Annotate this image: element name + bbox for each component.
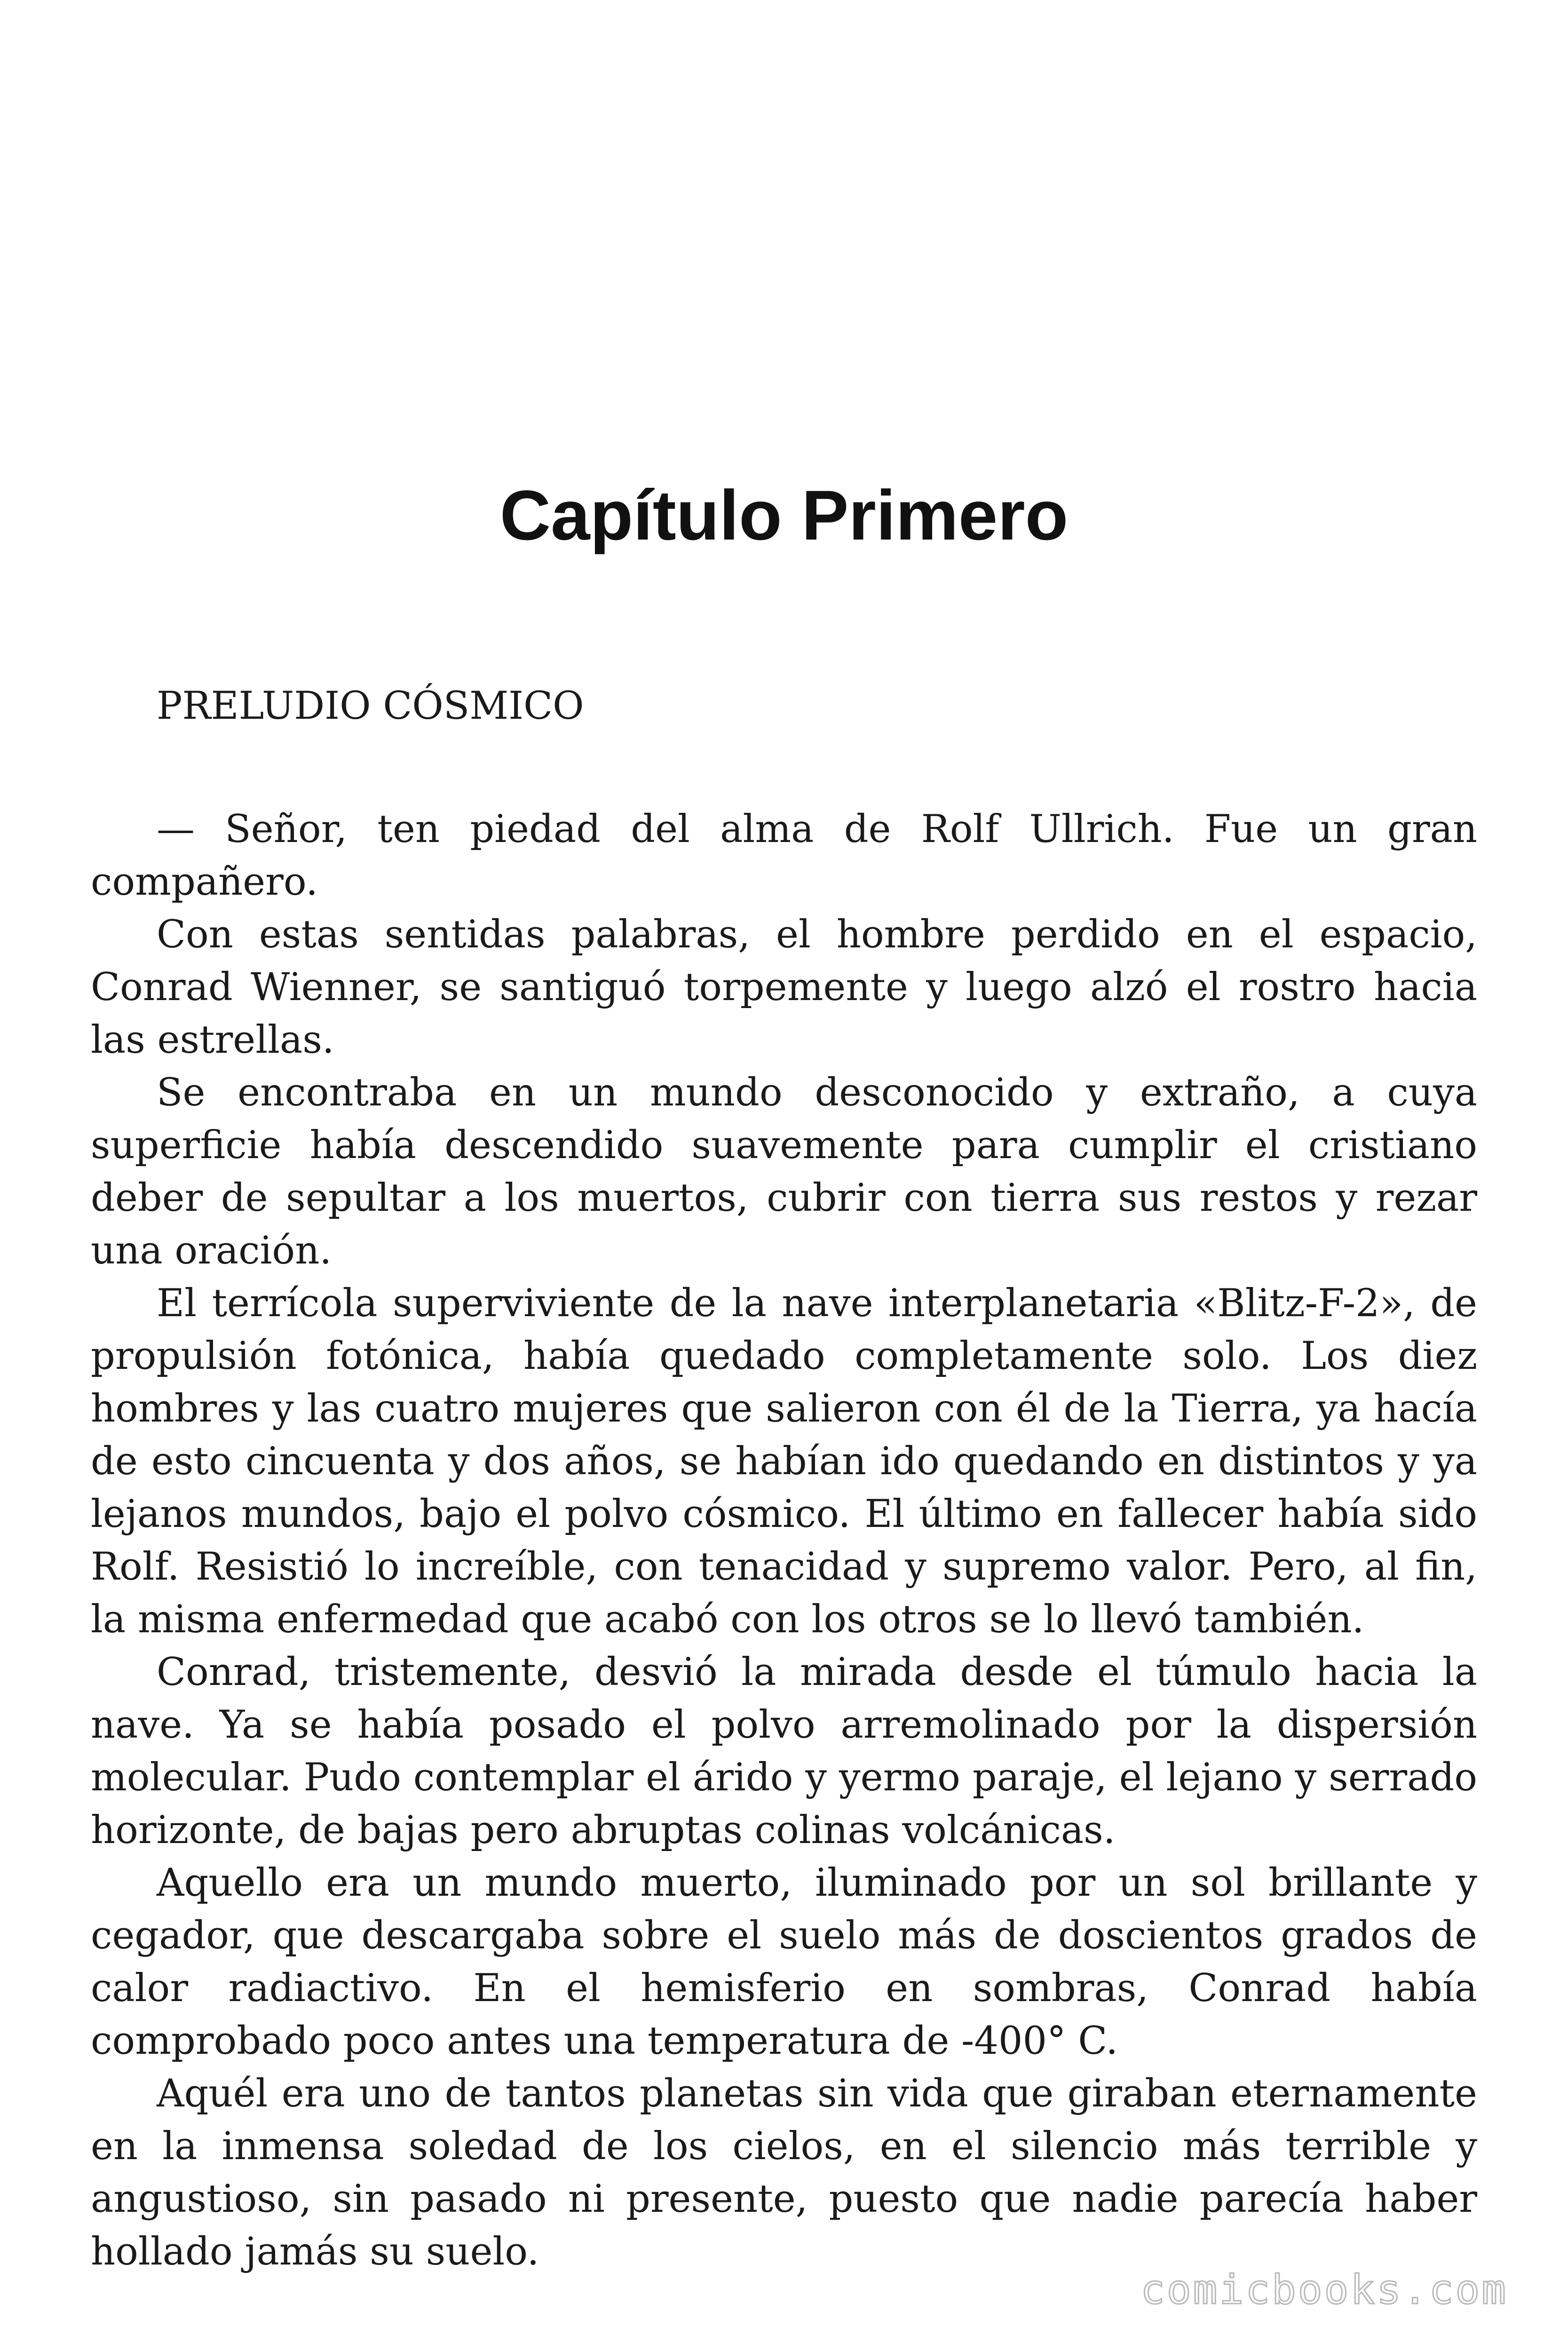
paragraph: Aquello era un mundo muerto, iluminado por un sol brillante y cegador, que descargaba sobre el suelo más de doscientos grados de calor radiactivo. En el hemisferio en sombras, Conrad había comprobado poco antes una temperatura de -400° C. <box>91 1861 1477 2063</box>
watermark: comicbooks.com <box>1140 2266 1508 2313</box>
section-heading: PRELUDIO CÓSMICO <box>157 684 584 728</box>
paragraph: Conrad, tristemente, desvió la mirada desde el túmulo hacia la nave. Ya se había posado el polvo arremolinado por la dispersión molecular. Pudo contemplar el árido y yermo paraje, el lejano y serrado horizonte, de bajas pero abruptas colinas volcánicas. <box>91 1650 1477 1852</box>
paragraph: Se encontraba en un mundo desconocido y extraño, a cuya superficie había descendido suavemente para cumplir el cristiano deber de sepultar a los muertos, cubrir con tierra sus restos y rezar una oración. <box>91 1071 1477 1273</box>
paragraph: Aquél era uno de tantos planetas sin vida que giraban eternamente en la inmensa soledad de los cielos, en el silencio más terrible y angustioso, sin pasado ni presente, puesto que nadie parecía haber hollado jamás su suelo. <box>91 2072 1477 2274</box>
paragraph: El terrícola superviviente de la nave interplanetaria «Blitz-F-2», de propulsión fotónica, había quedado completamente solo. Los diez hombres y las cuatro mujeres que salieron con él de la Tierra, ya hacía de esto cincuenta y dos años, se habían ido quedando en distintos y ya lejanos mundos, bajo el polvo cósmico. El último en fallecer había sido Rolf. Resistió lo increíble, con tenacidad y supremo valor. Pero, al fin, la misma enfermedad que acabó con los otros se lo llevó también. <box>91 1281 1477 1642</box>
chapter-title: Capítulo Primero <box>499 476 1069 555</box>
chapter-body <box>91 680 1477 2278</box>
paragraph: — Señor, ten piedad del alma de Rolf Ullrich. Fue un gran compañero. <box>91 807 1477 904</box>
paragraph: Con estas sentidas palabras, el hombre perdido en el espacio, Conrad Wienner, se santiguó torpemente y luego alzó el rostro hacia las estrellas. <box>91 913 1477 1062</box>
